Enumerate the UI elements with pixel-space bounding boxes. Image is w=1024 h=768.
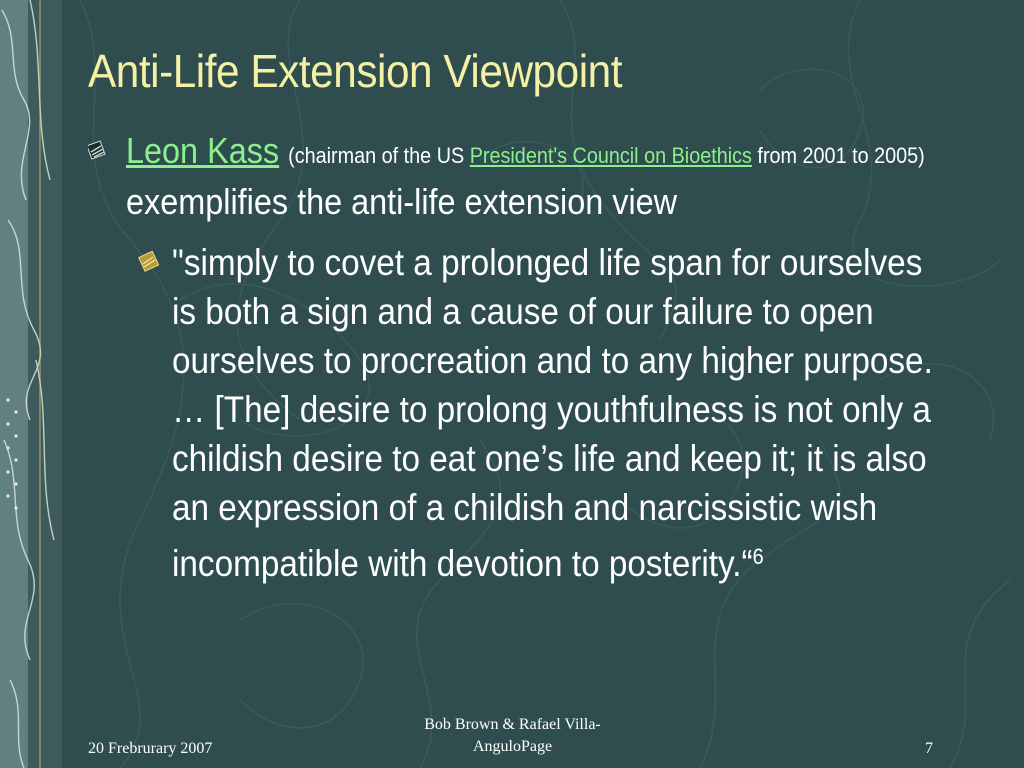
- bullet-level-1: [88, 128, 993, 225]
- bullet1-paren-close: from 2001 to 2005): [751, 143, 925, 168]
- bullet1-text: exemplifies the anti-life extension view: [126, 181, 678, 222]
- council-on-bioethics-link[interactable]: President's Council on Bioethics: [469, 143, 752, 168]
- footer-page-number: 7: [925, 740, 933, 757]
- bullet-level-2: [138, 238, 968, 588]
- footnote-marker: 6: [752, 544, 764, 569]
- footer-date: 20 Frebrurary 2007: [88, 740, 213, 757]
- slide-title: Anti-Life Extension Viewpoint: [88, 45, 623, 97]
- kass-quote: "simply to covet a prolonged life span for ourselves is both a sign and a cause of our failure to open ourselves to procreation and to any higher purpose. … [The] desire to prolong youthfulness is not only a childish desire to eat one’s life and keep it; it is also an expression of a childish and narcissistic wish incompatible with devotion to posterity.“: [172, 242, 933, 584]
- leon-kass-link[interactable]: Leon Kass: [126, 130, 280, 171]
- bullet-sub-marker-icon: [138, 250, 160, 272]
- bullet-marker-icon: [88, 138, 110, 160]
- decorative-left-strip: [0, 0, 62, 768]
- bullet1-paren-open: (chairman of the US: [288, 143, 470, 168]
- footer-author: Bob Brown & Rafael Villa-AnguloPage: [424, 716, 601, 755]
